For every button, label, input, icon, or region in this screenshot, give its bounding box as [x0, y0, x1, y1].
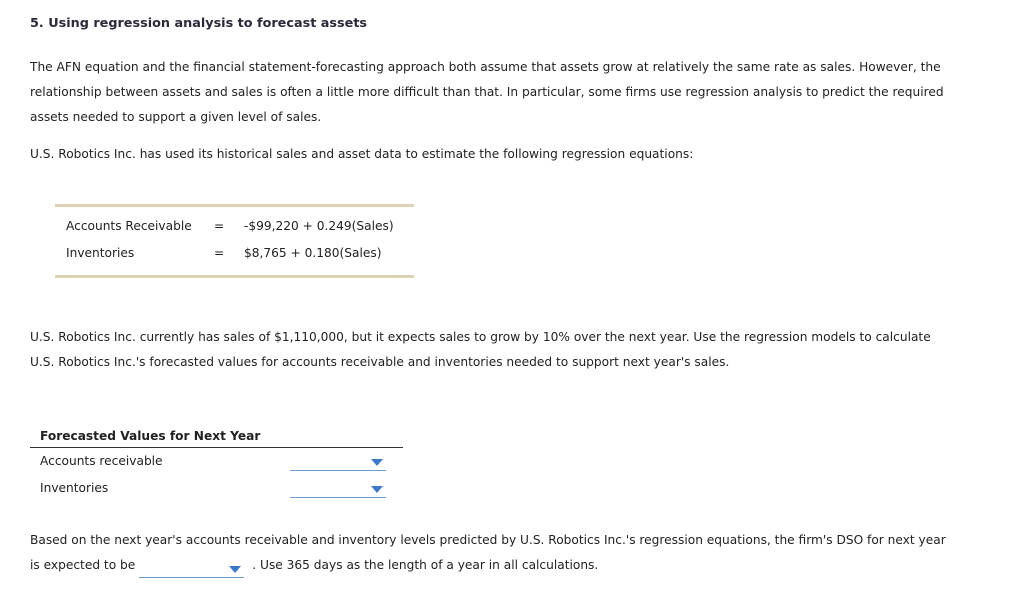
regression-equations-table	[55, 204, 414, 280]
table-bottom-border	[55, 275, 414, 278]
dso-text-after: . Use 365 days as the length of a year in all calculations.	[252, 558, 599, 572]
scenario-line-2: U.S. Robotics Inc.'s forecasted values for accounts receivable and inventories needed to support next year's sales.	[30, 355, 730, 369]
intro-line-2: relationship between assets and sales is often a little more difficult than that. In particular, some firms use regression analysis to predict the required	[30, 85, 944, 99]
regression-formula: -$99,220 + 0.249(Sales)	[244, 219, 394, 233]
dso-line-2	[30, 553, 990, 578]
question-title: 5. Using regression analysis to forecast assets	[30, 16, 368, 31]
forecast-row-label: Accounts receivable	[40, 454, 163, 468]
regression-variable-name: Accounts Receivable	[66, 219, 192, 233]
regression-row-inventories	[55, 246, 414, 266]
accounts-receivable-dropdown[interactable]	[290, 454, 386, 471]
inventories-dropdown[interactable]	[290, 481, 386, 498]
forecast-table	[30, 427, 403, 507]
chevron-down-icon	[229, 566, 241, 573]
regression-row-accounts-receivable	[55, 219, 414, 239]
table-top-border	[55, 204, 414, 207]
dso-line-1: Based on the next year's accounts receivable and inventory levels predicted by U.S. Robotics Inc.'s regression equations, the firm's DSO for next year	[30, 533, 946, 547]
scenario-paragraph	[30, 325, 990, 375]
regression-variable-name: Inventories	[66, 246, 135, 260]
chevron-down-icon	[371, 459, 383, 466]
forecast-row-inventories	[30, 481, 403, 503]
regression-formula: $8,765 + 0.180(Sales)	[244, 246, 382, 260]
equals-sign: =	[214, 219, 225, 233]
dso-text-before: is expected to be	[30, 558, 136, 572]
equals-sign: =	[214, 246, 225, 260]
dso-dropdown[interactable]	[139, 561, 244, 578]
forecast-row-label: Inventories	[40, 481, 109, 495]
forecast-row-accounts-receivable	[30, 454, 403, 476]
intro-line-3: assets needed to support a given level of sales.	[30, 110, 322, 124]
regression-intro: U.S. Robotics Inc. has used its historical sales and asset data to estimate the following regression equations:	[30, 147, 694, 161]
intro-line-1: The AFN equation and the financial statement-forecasting approach both assume that assets grow at relatively the same rate as sales. However, the	[30, 60, 941, 74]
forecast-header-rule	[30, 447, 403, 448]
intro-paragraph	[30, 55, 990, 130]
dso-paragraph	[30, 528, 990, 578]
dso-dropdown-wrapper	[139, 561, 244, 578]
scenario-line-1: U.S. Robotics Inc. currently has sales of $1,110,000, but it expects sales to grow by 10% over the next year. Use the regression models to calculate	[30, 330, 931, 344]
forecast-table-header: Forecasted Values for Next Year	[40, 429, 261, 443]
chevron-down-icon	[371, 486, 383, 493]
